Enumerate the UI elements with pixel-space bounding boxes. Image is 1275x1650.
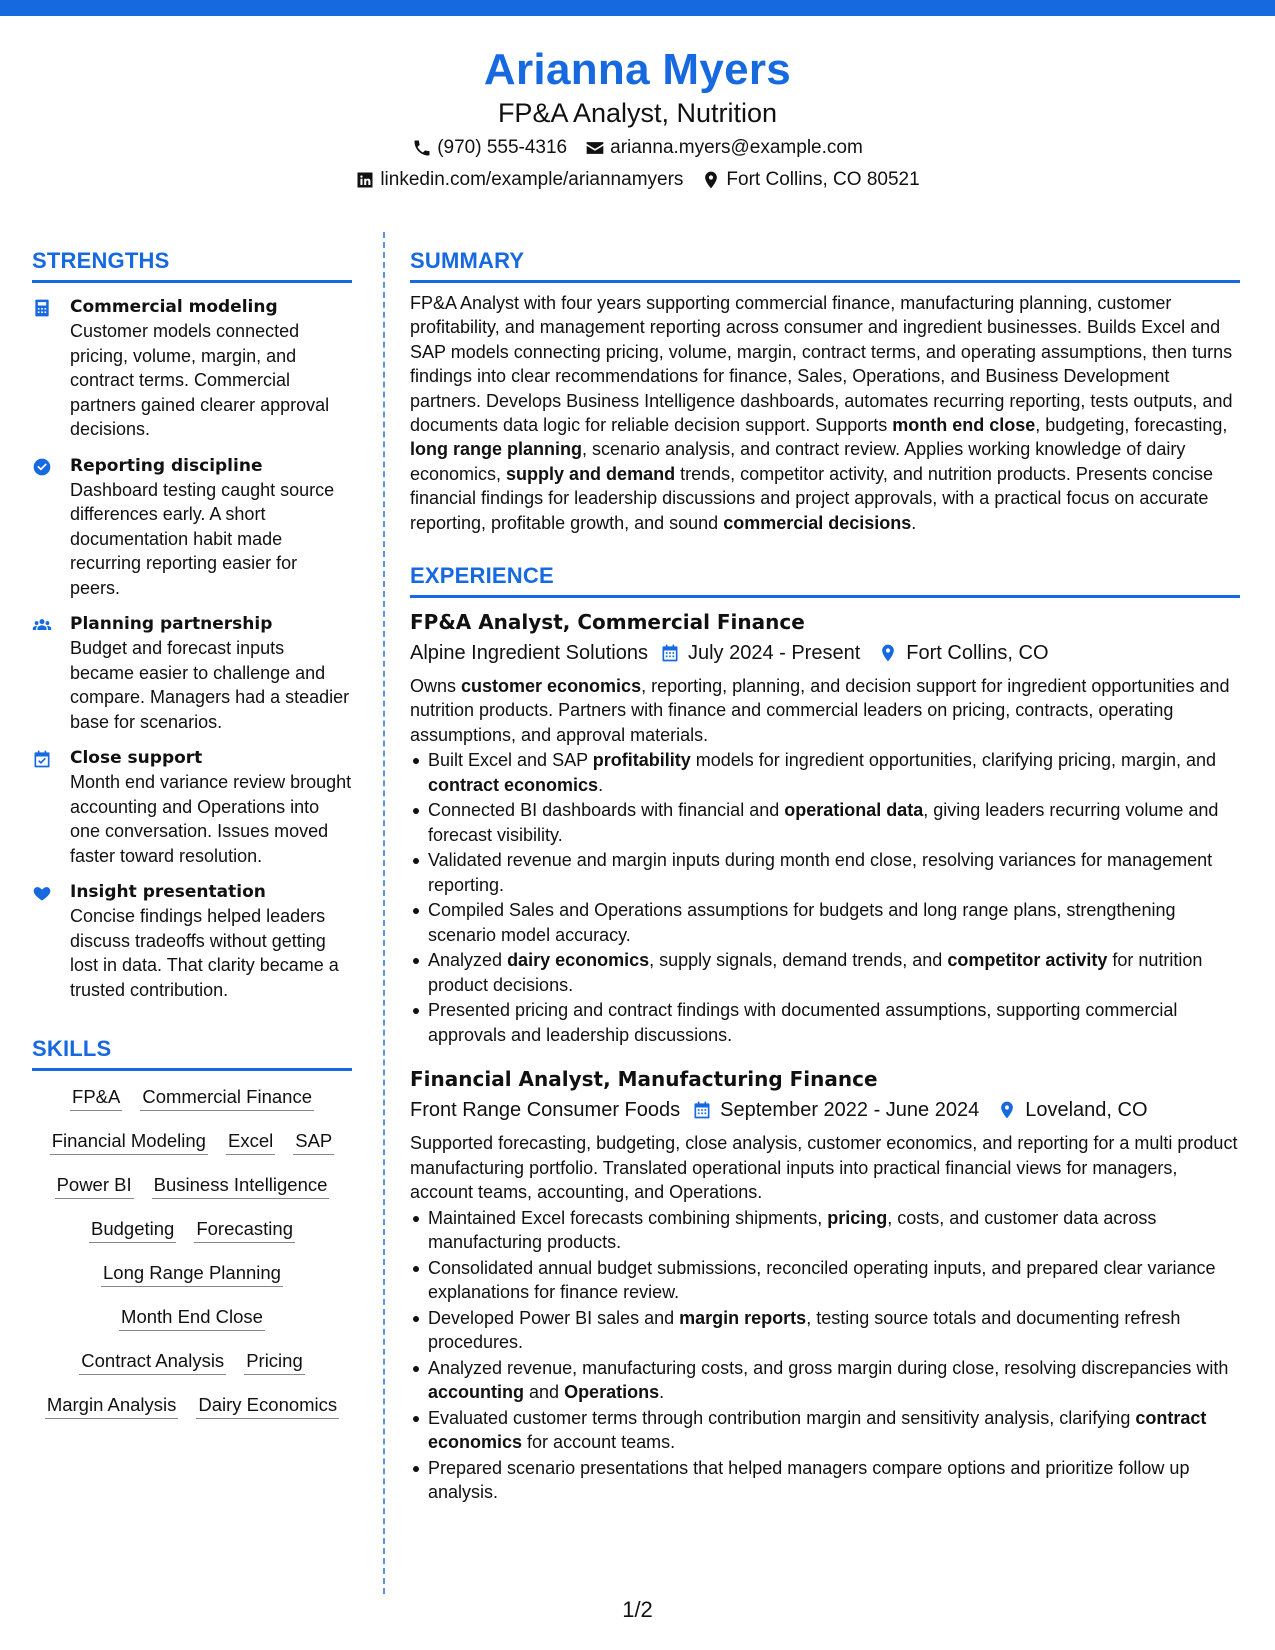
text-segment: trends, competitor activity, and nutrition products. Presents concise financial findings for leadership discussions and project approvals, with a practical focus on accurate reporting, profitable growth, and sound: [410, 463, 1213, 533]
text-segment: Supported forecasting, budgeting, close analysis, customer economics, and reporting for a multi product manufacturing portfolio. Translated operational inputs into practical financial views for managers, account teams, accounting, and Operations.: [410, 1133, 1238, 1203]
candidate-name: Arianna Myers: [483, 45, 792, 94]
strength-body: [70, 295, 352, 442]
text-segment: Presented pricing and contract findings with documented assumptions, supporting commercial approvals and leadership discussions.: [428, 1000, 1178, 1045]
emphasis-text: month end close: [892, 415, 1036, 436]
top-accent-bar: [0, 0, 1275, 16]
text-segment: Compiled Sales and Operations assumptions for budgets and long range plans, strengthening scenario model accuracy.: [428, 900, 1176, 945]
heart-icon: [32, 880, 58, 1002]
left-column: [32, 246, 352, 1437]
strength-title: Close support: [70, 748, 203, 768]
text-segment: , reporting, planning, and decision support for ingredient opportunities and nutrition products. Partners with finance and commercial leaders on pricing, contracts, operating assumptions, and approval materials.: [410, 676, 1230, 745]
strength-item: [32, 295, 352, 442]
text-segment: , scenario analysis, and contract review. Applies working knowledge of dairy economics,: [410, 439, 1186, 484]
map-pin-icon: [997, 1100, 1017, 1120]
text-segment: .: [598, 774, 604, 795]
text-segment: models for ingredient opportunities, clarifying pricing, margin, and: [690, 750, 1217, 771]
strength-item: [32, 454, 352, 601]
bullet-item: [410, 898, 1240, 947]
strength-item: [32, 612, 352, 734]
skill-tag: Forecasting: [194, 1217, 295, 1243]
strength-description: Concise findings helped leaders discuss tradeoffs without getting lost in data. That clarity became a trusted contribution.: [70, 906, 339, 1000]
text-segment: .: [659, 1382, 665, 1403]
right-column: [410, 246, 1240, 1505]
candidate-title: FP&A Analyst, Nutrition: [497, 98, 778, 128]
emphasis-text: operational data: [784, 800, 924, 821]
strengths-list: [32, 295, 352, 1002]
contact-row-2: [0, 166, 1275, 194]
bullet-item: [410, 948, 1240, 997]
skills-list: [32, 1085, 352, 1419]
calculator-icon: [32, 295, 58, 442]
users-icon: [32, 612, 58, 734]
skill-row: [32, 1261, 352, 1287]
skill-row: [32, 1129, 352, 1155]
text-segment: , budgeting, forecasting,: [1035, 415, 1228, 436]
bullet-item: [410, 1456, 1240, 1505]
skill-tag: Power BI: [55, 1173, 134, 1199]
text-segment: , costs, and customer data across manufacturing products.: [428, 1207, 1157, 1253]
skill-row: [32, 1349, 352, 1375]
emphasis-text: Operations: [564, 1382, 660, 1403]
skill-row: [32, 1305, 352, 1331]
text-segment: Built Excel and SAP: [428, 750, 593, 771]
text-segment: for nutrition product decisions.: [428, 950, 1203, 995]
skill-tag: Month End Close: [119, 1305, 265, 1331]
text-segment: Analyzed: [428, 950, 508, 971]
skill-tag: Financial Modeling: [50, 1129, 208, 1155]
job-location: Fort Collins, CO: [906, 642, 1049, 665]
text-segment: Validated revenue and margin inputs during month end close, resolving variances for management reporting.: [428, 850, 1213, 895]
strength-item: [32, 746, 352, 868]
email-text[interactable]: arianna.myers@example.com: [610, 137, 863, 158]
contact-row-1: [0, 134, 1275, 162]
text-segment: Developed Power BI sales and: [428, 1307, 680, 1328]
bullet-item: [410, 1206, 1240, 1255]
skill-tag: Commercial Finance: [140, 1085, 314, 1111]
emphasis-text: commercial decisions: [723, 512, 912, 533]
experience-heading: EXPERIENCE: [410, 561, 1240, 598]
job-location: Loveland, CO: [1025, 1099, 1148, 1122]
location-contact: [701, 166, 919, 194]
check-circle-icon: [32, 454, 58, 601]
bullet-item: [410, 1406, 1240, 1455]
skill-tag: SAP: [293, 1129, 334, 1155]
linkedin-contact[interactable]: [355, 166, 683, 194]
bullet-item: [410, 798, 1240, 847]
linkedin-text[interactable]: linkedin.com/example/ariannamyers: [380, 169, 684, 190]
strength-description: Customer models connected pricing, volume, margin, and contract terms. Commercial partners gained clearer approval decisions.: [70, 321, 330, 439]
strength-title: Reporting discipline: [70, 455, 263, 476]
bullet-item: [410, 1356, 1240, 1405]
job-meta: [410, 1095, 1240, 1125]
emphasis-text: margin reports: [679, 1307, 807, 1328]
text-segment: FP&A Analyst with four years supporting commercial finance, manufacturing planning, customer profitability, and management reporting across consumer and ingredient businesses. Builds Excel and SAP models connecting pricing, volume, margin, contract terms, and operating assumptions, then turns findings into clear recommendations for finance, Sales, Operations, and Business Development partners. Develops Business Intelligence dashboards, automates recurring reporting, tests outputs, and documents data logic for reliable decision support. Supports: [410, 293, 1233, 436]
strength-title: Insight presentation: [70, 882, 266, 902]
linkedin-icon: [355, 170, 375, 190]
strength-body: [70, 454, 352, 601]
bullet-item: [410, 1306, 1240, 1355]
skill-row: [32, 1173, 352, 1199]
job-entry: [410, 608, 1240, 1047]
phone-icon: [412, 138, 432, 158]
job-description: [410, 1131, 1240, 1204]
column-divider: [383, 232, 385, 1594]
skill-tag: Contract Analysis: [79, 1349, 226, 1375]
emphasis-text: profitability: [592, 750, 691, 771]
experience-list: [410, 608, 1240, 1504]
emphasis-text: dairy economics: [507, 950, 650, 971]
emphasis-text: supply and demand: [506, 463, 676, 484]
calendar-icon: [660, 643, 680, 663]
text-segment: , giving leaders recurring volume and forecast visibility.: [428, 800, 1219, 845]
company-name: Front Range Consumer Foods: [410, 1099, 681, 1122]
page-number: 1/2: [622, 1597, 653, 1622]
skills-heading: SKILLS: [32, 1034, 352, 1071]
emphasis-text: customer economics: [461, 676, 642, 697]
emphasis-text: contract economics: [428, 774, 599, 795]
job-dates: July 2024 - Present: [687, 642, 861, 665]
job-entry: [410, 1065, 1240, 1504]
text-segment: Connected BI dashboards with financial and: [428, 800, 785, 821]
text-segment: Consolidated annual budget submissions, reconciled operating inputs, and prepared clear variance explanations for finance review.: [428, 1257, 1216, 1303]
text-segment: .: [911, 512, 917, 533]
bullet-item: [410, 848, 1240, 897]
skill-tag: Long Range Planning: [101, 1261, 283, 1287]
summary-paragraph: [410, 291, 1240, 535]
strength-body: [70, 746, 352, 868]
text-segment: , supply signals, demand trends, and: [649, 950, 948, 971]
skill-row: [32, 1393, 352, 1419]
bullet-item: [410, 1256, 1240, 1305]
strength-description: Budget and forecast inputs became easier to challenge and compare. Managers had a steadier base for scenarios.: [70, 638, 350, 732]
phone-text: (970) 555-4316: [437, 137, 568, 158]
emphasis-text: accounting: [428, 1382, 525, 1403]
text-segment: , testing source totals and documenting refresh procedures.: [428, 1307, 1181, 1353]
calendar-icon: [692, 1100, 712, 1120]
map-pin-icon: [701, 170, 721, 190]
strength-title: Planning partnership: [70, 614, 273, 634]
map-pin-icon: [878, 643, 898, 663]
strength-description: Month end variance review brought accounting and Operations into one conversation. Issues moved faster toward resolution.: [70, 772, 352, 866]
bullet-item: [410, 998, 1240, 1047]
company-name: Alpine Ingredient Solutions: [410, 642, 648, 665]
envelope-icon: [585, 138, 605, 158]
email-contact[interactable]: [585, 134, 863, 162]
emphasis-text: contract economics: [428, 1407, 1207, 1453]
skill-tag: Pricing: [244, 1349, 305, 1375]
calendar-check-icon: [32, 746, 58, 868]
strength-body: [70, 612, 352, 734]
skill-row: [32, 1085, 352, 1111]
skill-tag: Dairy Economics: [196, 1393, 339, 1419]
emphasis-text: pricing: [827, 1207, 888, 1228]
skill-row: [32, 1217, 352, 1243]
job-bullets: [410, 748, 1240, 1047]
job-title: Financial Analyst, Manufacturing Finance: [410, 1067, 878, 1092]
summary-heading: SUMMARY: [410, 246, 1240, 283]
text-segment: Evaluated customer terms through contribution margin and sensitivity analysis, clarifying: [428, 1407, 1136, 1428]
strength-description: Dashboard testing caught source differences early. A short documentation habit made recurring reporting easier for peers.: [70, 479, 335, 598]
bullet-item: [410, 748, 1240, 797]
job-bullets: [410, 1206, 1240, 1505]
text-segment: Prepared scenario presentations that helped managers compare options and prioritize follow up analysis.: [428, 1457, 1190, 1503]
text-segment: and: [524, 1382, 565, 1403]
text-segment: Owns: [410, 676, 462, 697]
text-segment: Analyzed revenue, manufacturing costs, and gross margin during close, resolving discrepancies with: [428, 1357, 1229, 1378]
phone-contact: [412, 134, 567, 162]
strength-item: [32, 880, 352, 1002]
job-dates: September 2022 - June 2024: [720, 1099, 980, 1122]
skill-tag: FP&A: [70, 1085, 122, 1111]
strength-title: Commercial modeling: [70, 297, 278, 317]
job-description: [410, 674, 1240, 747]
skill-tag: Business Intelligence: [152, 1173, 330, 1199]
text-segment: Maintained Excel forecasts combining shipments,: [428, 1207, 828, 1228]
resume-header: [0, 44, 1275, 194]
emphasis-text: competitor activity: [947, 950, 1108, 971]
strength-body: [70, 880, 352, 1002]
text-segment: for account teams.: [522, 1432, 676, 1453]
location-text: Fort Collins, CO 80521: [726, 169, 920, 190]
skill-tag: Budgeting: [89, 1217, 176, 1243]
skill-tag: Excel: [226, 1129, 275, 1155]
strengths-heading: STRENGTHS: [32, 246, 352, 283]
job-meta: [410, 638, 1240, 668]
job-title: FP&A Analyst, Commercial Finance: [410, 610, 805, 635]
emphasis-text: long range planning: [410, 439, 582, 460]
skill-tag: Margin Analysis: [45, 1393, 179, 1419]
